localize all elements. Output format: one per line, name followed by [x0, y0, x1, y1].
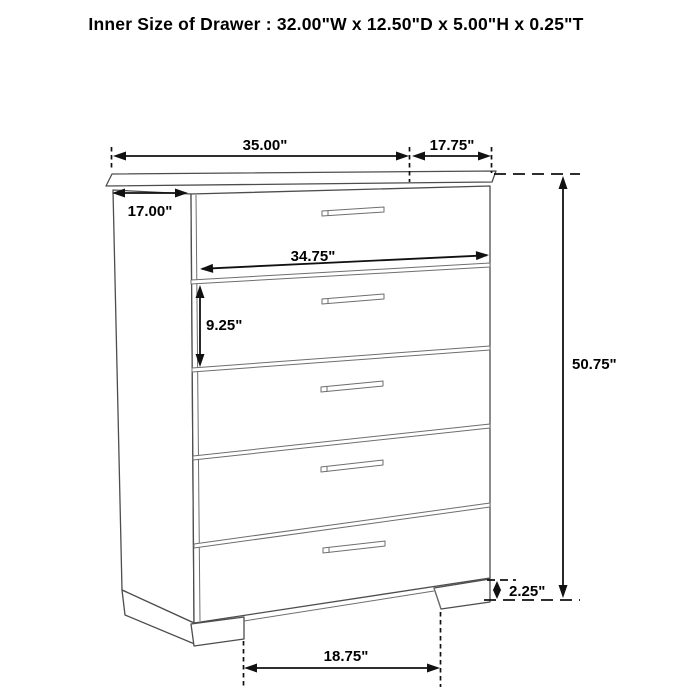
dimension-label: 18.75" — [323, 648, 369, 665]
dimension-label: 2.25" — [509, 583, 546, 600]
arrowhead — [396, 152, 409, 161]
dimension-label: 17.75" — [429, 137, 475, 154]
chest-drawing — [106, 171, 496, 646]
dimension-overall-height — [484, 174, 617, 600]
page-title: Inner Size of Drawer : 32.00"W x 12.50"D x 5.00"H x 0.25"T — [88, 14, 584, 34]
arrowhead — [412, 152, 425, 161]
arrowhead — [113, 152, 126, 161]
dimension-label: 17.00" — [127, 203, 173, 220]
arrowhead — [493, 590, 501, 600]
arrowhead — [493, 581, 501, 591]
arrowhead — [427, 664, 440, 673]
dimension-label: 34.75" — [290, 248, 336, 265]
chest-front-face — [191, 186, 490, 623]
dimension-foot-height — [487, 580, 545, 600]
dimension-top-side-depth — [412, 137, 492, 173]
dimension-label: 50.75" — [572, 356, 617, 373]
arrowhead — [559, 585, 568, 598]
arrowhead — [559, 176, 568, 189]
chest-side-panel — [113, 190, 194, 623]
dimension-label: 35.00" — [242, 137, 288, 154]
chest-top-panel — [106, 171, 496, 186]
arrowhead — [244, 664, 257, 673]
dimension-label: 9.25" — [206, 317, 243, 334]
dimension-foot-spacing — [244, 612, 441, 687]
arrowhead — [478, 152, 491, 161]
